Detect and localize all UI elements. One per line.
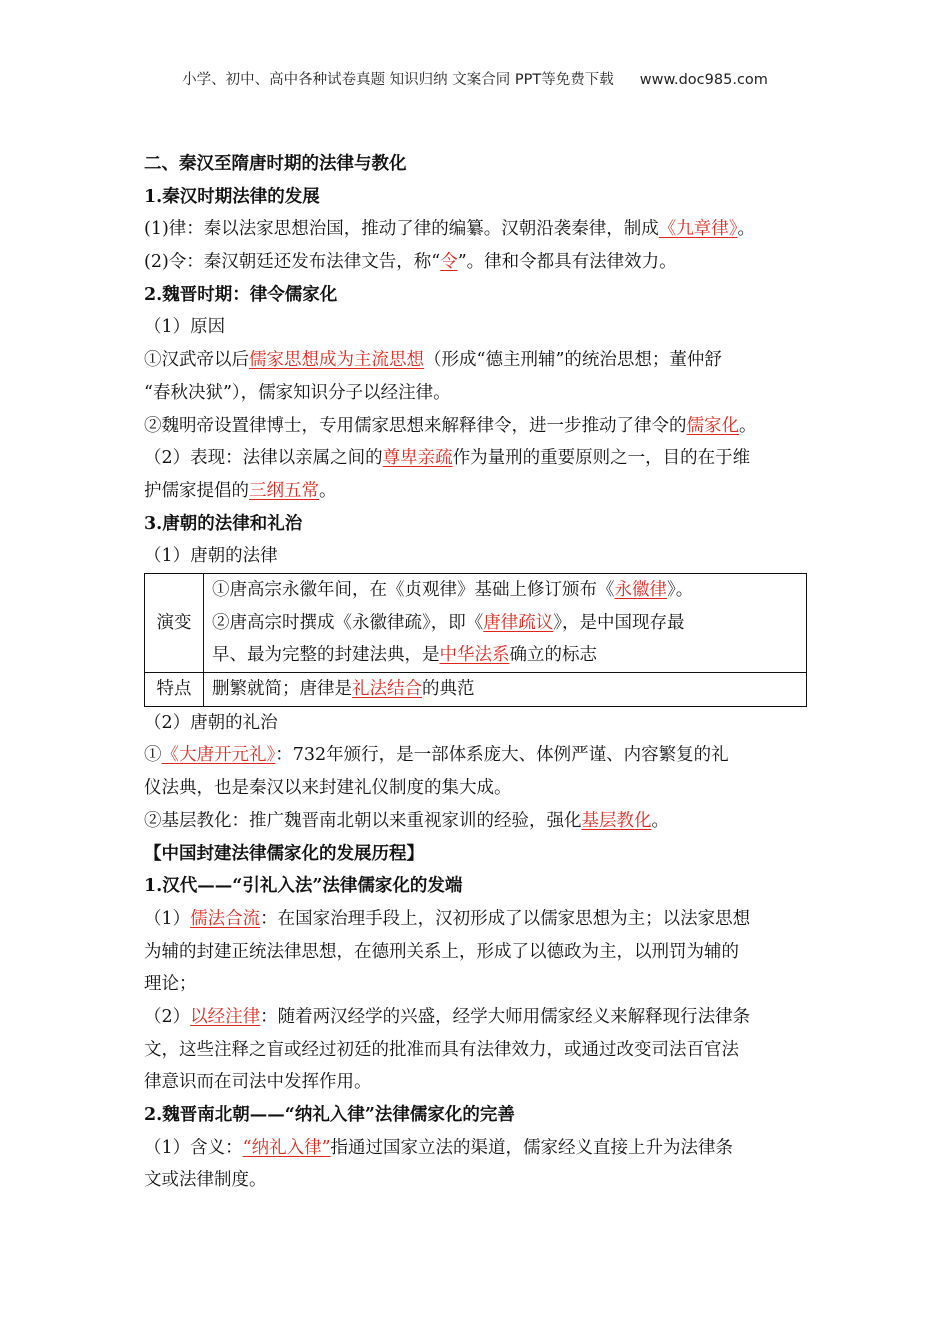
paragraph-line: （1）原因 xyxy=(144,317,226,338)
key-term: 礼法结合 xyxy=(352,679,422,700)
paragraph-line: ②基层教化：推广魏晋南北朝以来重视家训的经验，强化基层教化。 xyxy=(144,810,669,831)
paragraph-line: ①《大唐开元礼》：732年颁行，是一部体系庞大、体例严谨、内容繁复的礼 xyxy=(144,745,729,766)
paragraph-line: 仪法典，也是秦汉以来封建礼仪制度的集大成。 xyxy=(144,778,512,799)
paragraph-line: ①汉武帝以后儒家思想成为主流思想（形成“德主刑辅”的统治思想；董仲舒 xyxy=(144,350,722,371)
subheading: 1.秦汉时期法律的发展 xyxy=(144,186,320,207)
paragraph-line: 文，这些注释之盲或经过初廷的批准而具有法律效力，或通过改变司法百官法 xyxy=(144,1039,739,1060)
section-heading: 二、秦汉至隋唐时期的法律与教化 xyxy=(144,154,407,174)
key-term: “纳礼入律” xyxy=(242,1137,331,1158)
key-term: 唐律疏议 xyxy=(483,612,554,633)
page-header xyxy=(0,68,950,89)
key-term: 《九章律》 xyxy=(658,219,738,240)
key-term: 基层教化 xyxy=(581,810,652,831)
paragraph-line: （1）儒法合流：在国家治理手段上，汉初形成了以儒家思想为主；以法家思想 xyxy=(144,908,751,929)
paragraph-line: 为辅的封建正统法律思想，在德刑关系上，形成了以德政为主，以刑罚为辅的 xyxy=(144,941,739,962)
paragraph-line: （2）表现：法律以亲属之间的尊卑亲疏作为量刑的重要原则之一，目的在于维 xyxy=(144,448,751,469)
table-row-header: 特点 xyxy=(145,673,204,707)
table-row xyxy=(145,573,807,672)
subheading: 3.唐朝的法律和礼治 xyxy=(144,513,303,534)
paragraph-line: 护儒家提倡的三纲五常。 xyxy=(144,480,337,501)
paragraph-line: （1）含义：“纳礼入律”指通过国家立法的渠道，儒家经义直接上升为法律条 xyxy=(144,1137,734,1158)
key-term: 尊卑亲疏 xyxy=(382,448,453,469)
paragraph-line: 律意识而在司法中发挥作用。 xyxy=(144,1072,372,1093)
subheading: 2.魏晋南北朝——“纳礼入律”法律儒家化的完善 xyxy=(144,1105,515,1125)
paragraph-line: 文或法律制度。 xyxy=(144,1170,267,1191)
paragraph-line: (2)令：秦汉朝廷还发布法律文告，称“令”。律和令都具有法律效力。 xyxy=(144,252,677,273)
key-term: 三纲五常 xyxy=(249,480,319,501)
key-term: 《大唐开元礼》 xyxy=(161,745,276,766)
key-term: 永徽律 xyxy=(614,579,667,600)
paragraph-line: （1）唐朝的法律 xyxy=(144,546,278,567)
key-term: 以经注律 xyxy=(190,1006,261,1027)
header-text: 小学、初中、高中各种试卷真题 知识归纳 文案合同 PPT等免费下载 xyxy=(182,72,614,88)
tang-law-table xyxy=(144,573,807,707)
section-heading: 【中国封建法律儒家化的发展历程】 xyxy=(144,843,424,864)
paragraph-line: 理论； xyxy=(144,974,197,995)
table-cell: 删繁就简；唐律是礼法结合的典范 xyxy=(204,673,807,707)
subheading: 2.魏晋时期：律令儒家化 xyxy=(144,284,338,305)
table-row-header: 演变 xyxy=(145,573,204,672)
key-term: 儒家化 xyxy=(686,415,739,436)
key-term: 中华法系 xyxy=(439,645,510,666)
header-url[interactable]: www.doc985.com xyxy=(639,72,768,88)
key-term: 令 xyxy=(440,252,458,273)
paragraph-line: “春秋决狱”），儒家知识分子以经注律。 xyxy=(144,382,451,403)
paragraph-line: （2）以经注律：随着两汉经学的兴盛，经学大师用儒家经义来解释现行法律条 xyxy=(144,1006,751,1027)
table-row xyxy=(145,673,807,707)
paragraph-line: （2）唐朝的礼治 xyxy=(144,712,278,733)
document-body xyxy=(144,148,808,1197)
paragraph-line: (1)律：秦以法家思想治国，推动了律的编纂。汉朝沿袭秦律，制成《九章律》。 xyxy=(144,219,756,240)
table-cell: ①唐高宗永徽年间，在《贞观律》基础上修订颁布《永徽律》。 ②唐高宗时撰成《永徽律疏》，即《唐律疏议》，是中国现存最 早、最为完整的封建法典，是中华法系确立的标志 xyxy=(204,573,807,672)
key-term: 儒家思想成为主流思想 xyxy=(249,350,424,371)
subheading: 1.汉代——“引礼入法”法律儒家化的发端 xyxy=(144,876,463,897)
key-term: 儒法合流 xyxy=(190,908,261,929)
paragraph-line: ②魏明帝设置律博士，专用儒家思想来解释律令，进一步推动了律令的儒家化。 xyxy=(144,415,757,436)
